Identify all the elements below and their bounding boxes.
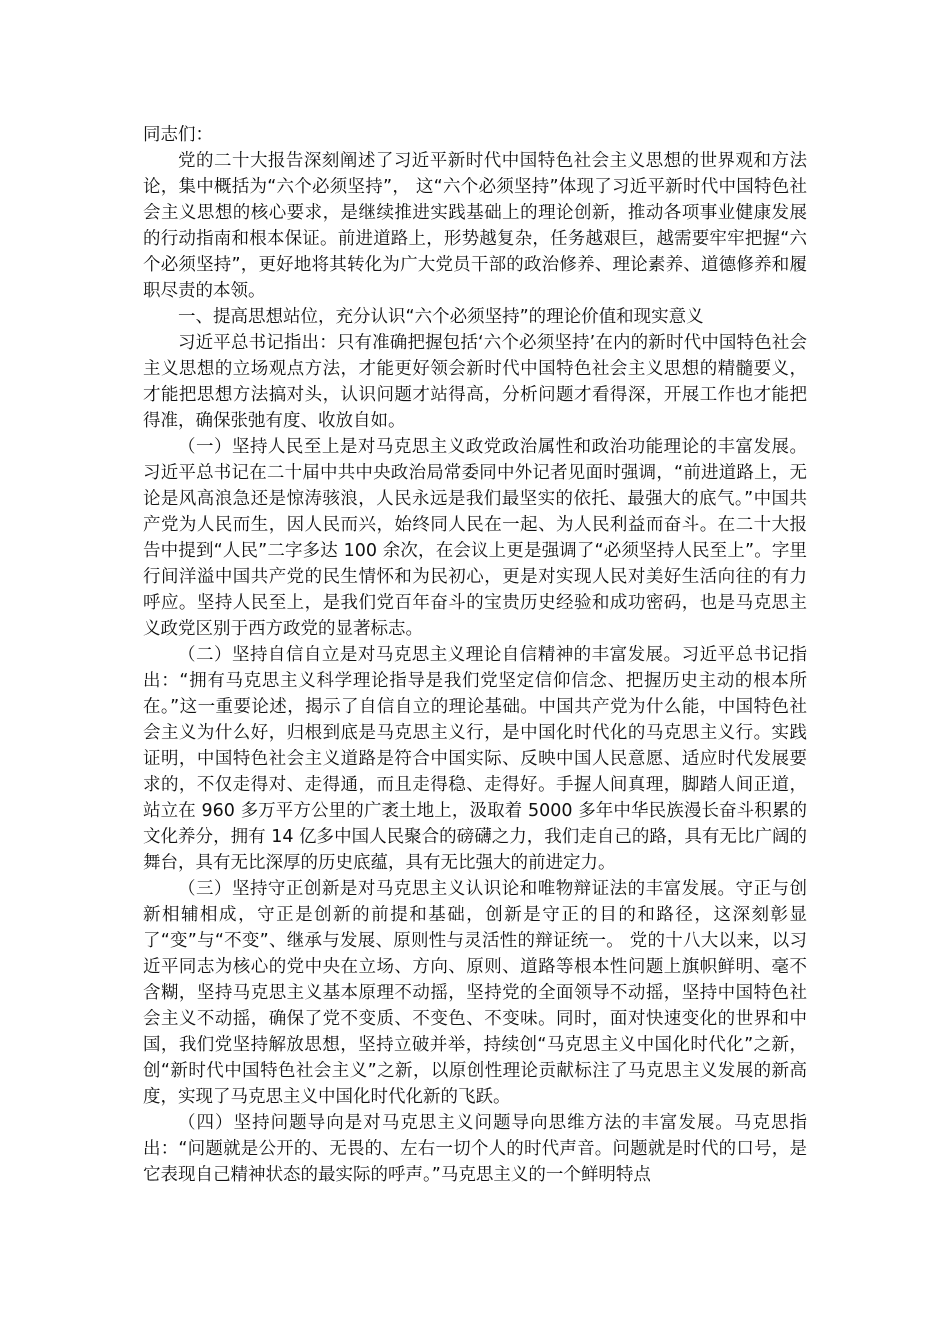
salutation: 同志们： <box>143 125 213 145</box>
document-page <box>143 122 807 1188</box>
section-heading: 一、提高思想站位，充分认识“六个必须坚持”的理论价值和现实意义 <box>178 307 704 327</box>
point-paragraph-3: （三）坚持守正创新是对马克思主义认识论和唯物辩证法的丰富发展。守正与创新相辅相成，守正是创新的前提和基础，创新是守正的目的和路径，这深刻彰显了“变”与“不变”、继承与发展、原则性与灵活性的辩证统一。 党的十八大以来，以习近平同志为核心的党中央在立场、方向、原则、道路等根本性问题上旗帜鲜明、毫不含糊，坚持马克思主义基本原理不动摇，坚持党的全面领导不动摇，坚持中国特色社会主义不动摇，确保了党不变质、不变色、不变味。同时，面对快速变化的世界和中国，我们党坚持解放思想，坚持立破并举，持续创“马克思主义中国化时代化”之新，创“新时代中国特色社会主义”之新，以原创性理论贡献标注了马克思主义发展的新高度，实现了马克思主义中国化时代化新的飞跃。 <box>143 879 807 1107</box>
point-paragraph-2: （二）坚持自信自立是对马克思主义理论自信精神的丰富发展。习近平总书记指出：“拥有马克思主义科学理论指导是我们党坚定信仰信念、把握历史主动的根本所在。”这一重要论述，揭示了自信自立的理论基础。中国共产党为什么能，中国特色社会主义为什么好，归根到底是马克思主义行，是中国化时代化的马克思主义行。实践证明，中国特色社会主义道路是符合中国实际、反映中国人民意愿、适应时代发展要求的，不仅走得对、走得通，而且走得稳、走得好。手握人间真理，脚踏人间正道，站立在 960 多万平方公里的广袤土地上，汲取着 5000 多年中华民族漫长奋斗积累的文化养分，拥有 14 亿多中国人民聚合的磅礴之力，我们走自己的路，具有无比广阔的舞台，具有无比深厚的历史底蕴，具有无比强大的前进定力。 <box>143 645 807 873</box>
intro-paragraph: 党的二十大报告深刻阐述了习近平新时代中国特色社会主义思想的世界观和方法论，集中概括为“六个必须坚持”， 这“六个必须坚持”体现了习近平新时代中国特色社会主义思想的核心要求，是继续推进实践基础上的理论创新，推动各项事业健康发展的行动指南和根本保证。前进道路上，形势越复杂，任务越艰巨，越需要牢牢把握“六个必须坚持”，更好地将其转化为广大党员干部的政治修养、理论素养、道德修养和履职尽责的本领。 <box>143 151 807 301</box>
point-paragraph-1: （一）坚持人民至上是对马克思主义政党政治属性和政治功能理论的丰富发展。习近平总书记在二十届中共中央政治局常委同中外记者见面时强调，“前进道路上，无论是风高浪急还是惊涛骇浪，人民永远是我们最坚实的依托、最强大的底气。”中国共产党为人民而生，因人民而兴，始终同人民在一起、为人民利益而奋斗。在二十大报告中提到“人民”二字多达 100 余次，在会议上更是强调了“必须坚持人民至上”。字里行间洋溢中国共产党的民生情怀和为民初心，更是对实现人民对美好生活向往的有力呼应。坚持人民至上，是我们党百年奋斗的宝贵历史经验和成功密码，也是马克思主义政党区别于西方政党的显著标志。 <box>143 437 807 639</box>
point-paragraph-4: （四）坚持问题导向是对马克思主义问题导向思维方法的丰富发展。马克思指出：“问题就是公开的、无畏的、左右一切个人的时代声音。问题就是时代的口号，是它表现自己精神状态的最实际的呼声。”马克思主义的一个鲜明特点 <box>143 1113 807 1185</box>
quote-paragraph: 习近平总书记指出：只有准确把握包括‘六个必须坚持’在内的新时代中国特色社会主义思想的立场观点方法，才能更好领会新时代中国特色社会主义思想的精髓要义，才能把思想方法搞对头，认识问题才站得高，分析问题才看得深，开展工作也才能把得准，确保张弛有度、收放自如。 <box>143 333 807 431</box>
